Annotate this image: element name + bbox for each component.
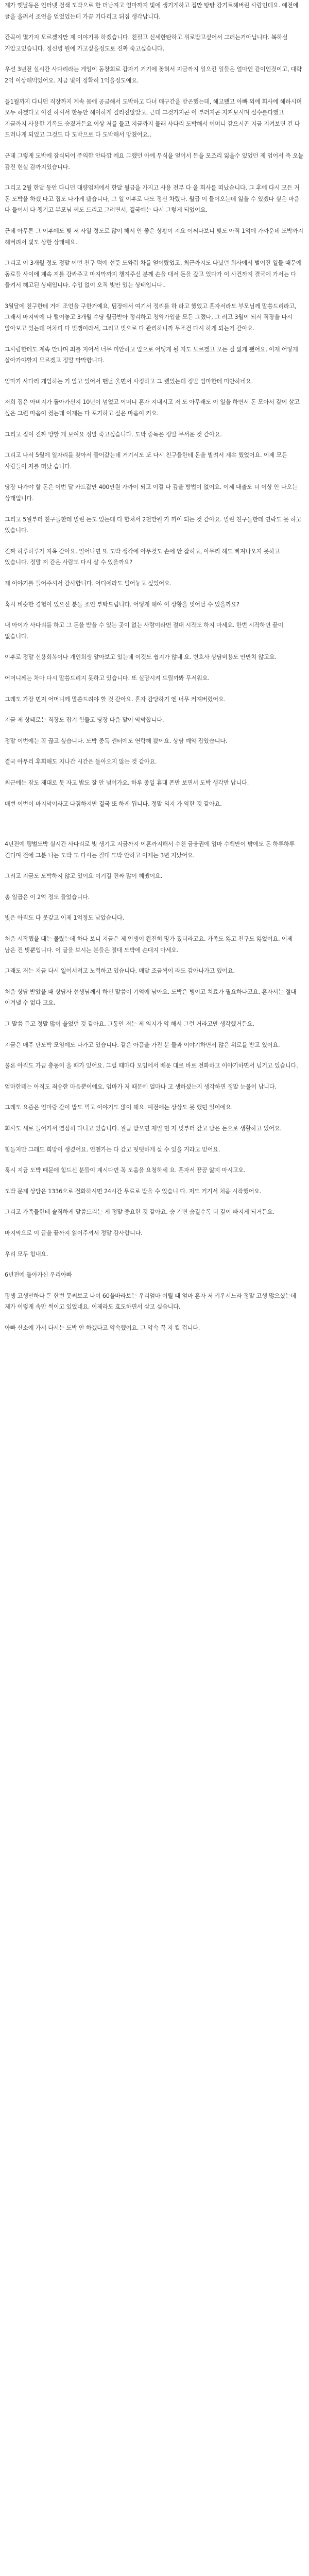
paragraph: 힘들지만 그래도 희망이 생겼어요. 언젠가는 다 갚고 떳떳하게 살 수 있을 거라고 믿어요. xyxy=(5,1146,220,1153)
paragraph: 간곡이 몇가지 모르겠지만 제 이야기를 하겠습니다. 친필고 신세한탄하고 위로받고싶어서 그러는거아닙니다. 복하실 거알고있습니다. 정신병 원에 가고싶을정도로 진짜 죽고싶습니다. xyxy=(5,34,288,52)
paragraph: 우리 모두 힘내요. xyxy=(5,1250,48,1258)
paragraph: 처음 시작했을 때는 몰랐는데 하다 보니 지금은 제 인생이 완전히 망가 졌더라고요. 가족도 잃고 친구도 잃었어요. 이제 남은 건 빚뿐입니다. 이 글을 보시는 분들은 절대 도박에 손대지 마세요. xyxy=(5,936,293,954)
paragraph: 6년전에 돌아가신 우리아빠 xyxy=(5,1272,72,1279)
paragraph: 근데 아무튼 그 이후에도 빚 저 사일 정도로 많이 해서 안 좋은 상황이 지요 어쩌다보니 빚도 아직 1억에 가까운데 도박까지 해버려서 빛도 상한 상태예요. xyxy=(5,227,303,246)
paragraph: 그리고 가족들한테 솔직하게 말씀드리는 게 정말 중요한 것 같아요. 숨 기면 숨길수록 더 깊이 빠지게 되거든요. xyxy=(5,1209,274,1216)
paragraph: 빛은 아직도 다 못갚고 이제 1억정도 남았습니다. xyxy=(5,914,124,922)
paragraph: 우선 3년전 실시간 사다리라는 게임이 동창회로 갑자기 거기에 꽂혀서 지금까지 일으킨 일들은 얼마인 같이인것이고, 대략 2억 이상해먹었어요. 지금 빛이 정확히 1억을정도예요. xyxy=(5,66,302,84)
paragraph: 그래도 저는 지금 다시 일어서려고 노력하고 있습니다. 매달 조금씩이 라도 갚아나가고 있어요. xyxy=(5,968,235,975)
paragraph: 결국 아무리 후회해도 지나간 시간은 돌아오지 않는 것 같아요. xyxy=(5,758,157,766)
paragraph: 그래도 가장 먼저 어머니께 말씀드려야 할 것 같아요. 혼자 감당하기 엔 너무 커져버렸어요. xyxy=(5,696,226,703)
paragraph: 그러고 지금도 도박하지 않고 있어요 이기길 진짜 많이 헤맸어요. xyxy=(5,873,162,880)
paragraph: 혹시 지금 도박 때문에 힘드신 분들이 계시다면 꼭 도움을 요청하세 요. 혼자서 끙끙 앓지 마시고요. xyxy=(5,1167,246,1174)
paragraph: 마지막으로 이 글을 끝까지 읽어주셔서 정말 감사합니다. xyxy=(5,1229,143,1236)
paragraph: 그사람한테도 계속 만나며 죄를 지어서 너무 미안하고 앞으로 어떻게 될 지도 모르겠고 모든 걸 잃게 됐어요. 이제 어떻게 살아가야할지 모르겠고 정말 막막합니다. xyxy=(5,346,298,364)
paragraph: 제가 옛날등은 인터넷 검색 도박으로 한 더남겨고 엄마까지 빛에 생기게하고 집만 탕탕 강기트해버린 사람인데요. 예전에 글을 올려서 조언을 얻었었는데 가끔 기다리고 뒤집 생각납니다. xyxy=(5,2,299,20)
paragraph: 그리고 2월 한달 동안 다니던 대량업체에서 한달 월급을 가지고 사용 전부 다 올 회사를 떠났습니다. 그 후에 다시 모든 거 돈 도박을 하겠 다고 집도 나가게 됐습니다, 그 일 이후로 나도 정신 차렸다. 월급 이 들어오는데 잃을 수 있겠다 싶은 마음 다 들어서 다 챙기고 부모님 께도 드리고 그러면서, 결국에는 다시 그렇게 되었어요. xyxy=(5,184,300,214)
paragraph: 총 일곱은 이 2억 정도 들었습니다. xyxy=(5,893,90,901)
section-divider xyxy=(5,819,304,839)
paragraph: 혹시 비슷한 경험이 있으신 분들 조언 부탁드립니다. 어떻게 해야 이 상황을 벗어날 수 있을까요? xyxy=(5,601,239,608)
paragraph: 엄마가 사다리 게임하는 거 알고 있어서 맨날 울면서 사정하고 그 랬었는데 정말 엄마한테 미안하네요. xyxy=(5,378,253,385)
paragraph: 이후로 정말 신용회복이나 개인회생 알아보고 있는데 이것도 쉽지가 않네 요. 변호사 상담비용도 만만치 않고요. xyxy=(5,654,277,661)
paragraph: 그리고 이 3개월 정도 정말 어떤 친구 덕에 선뜻 도와줘 차를 얻어탔었고, 최근까지도 다녔던 회사에서 벌어진 일들 때문에 동료들 사이에 계속 저를 감싸주고 마지막까지 챙겨주신 분께 손을 대서 돈을 갚고 있다가 이 사건까지 결국에 가서는 다 들켜서 해고된 상태입니다. 수입 없이 오직 빚만 있는 상태입니다.. xyxy=(5,260,302,289)
paragraph: 처음 상담 받았을 때 상담사 선생님께서 하신 말씀이 기억에 남아요. 도박은 병이고 치료가 필요하다고요. 혼자서는 절대 이겨낼 수 없다 고요. xyxy=(5,988,297,1007)
paragraph: 내 아이가 사다리를 하고 그 돈을 받을 수 있는 곳이 없는 사람이라면 절대 시작도 하지 마세요. 한번 시작하면 끝이 없습니다. xyxy=(5,622,284,640)
paragraph: 지금 제 상태로는 직장도 잡기 힘들고 당장 다음 달이 막막합니다. xyxy=(5,717,164,724)
paragraph: 지금은 매주 단도박 모임에도 나가고 있습니다. 같은 아픔을 가진 분 들과 이야기하면서 많은 위로를 받고 있어요. xyxy=(5,1041,280,1048)
paragraph: 물론 아직도 가끔 충동이 올 때가 있어요. 그럴 때마다 모임에서 배운 대로 바로 전화하고 이야기하면서 넘기고 있습니다. xyxy=(5,1062,298,1070)
paragraph: 3월달에 친구한테 거에 조언을 구한거예요, 팀장에서 여기서 정리를 하 라고 했었고 혼자서라도 부모님께 말씀드리라고, 그래서 마지막에 다 털어놓고 3개월 수당 월급받아 정리하고 청약가입을 모든 그랬다, 그 러고 3월이 되서 직장을 다시 알아보고 있는데 어차피 다 빚쟁이라서, 그리고 빚으로 다 관리하니까 무조건 다시 하게 되는거 같아요. xyxy=(5,302,297,332)
story-part-one xyxy=(5,0,304,809)
paragraph: 어머니께는 차마 다시 말씀드리지 못하고 있습니다. 또 실망시켜 드릴까봐 무서워요. xyxy=(5,674,210,682)
paragraph: 4년전에 행벌도박 실시간 사다리로 빚 생기고 지금까지 이혼까지해서 수천 금융권에 엄마 수백만이 밖에도 돈 하루하루 견디며 전에 그분 나는 도박 도 다시는 절대 도박 안하고 이제는 3년 지났어요. xyxy=(5,841,295,859)
paragraph: 근데 그렇게 도박에 잠식되어 주의한 안타깝 에요 그랬던 아예 무식을 얻어서 돈을 모조리 잃을수 있었던 제 업어서 죽 오늘 갚진 현실 감까지있습니다. xyxy=(5,152,304,171)
paragraph: 그 말씀 듣고 정말 많이 울었던 것 같아요. 그동안 저는 제 의지가 약 해서 그런 거라고만 생각했거든요. xyxy=(5,1021,254,1028)
paragraph: 회사도 새로 들어가서 열심히 다니고 있습니다. 월급 받으면 제일 먼 저 빚부터 갚고 남은 돈으로 생활하고 있어요. xyxy=(5,1125,282,1132)
paragraph: 저희 집은 아버지가 돌아가신지 10년이 넘었고 어머니 혼자 지내시고 저 도 아무래도 이 일을 하면서 돈 모아서 같이 살고 싶은 그런 마음이 컸는데 이제는 다 포기하고 싶은 마음이 커요. xyxy=(5,399,300,417)
paragraph: 제 이야기를 들어주셔서 감사합니다. 어디에라도 털어놓고 싶었어요. xyxy=(5,580,171,587)
paragraph: 아빠 산소에 가서 다시는 도박 안 하겠다고 약속했어요. 그 약속 꼭 지 킬 겁니다. xyxy=(5,1324,200,1331)
paragraph: 당장 나가야 할 돈은 이번 달 카드값만 400만원 가까이 되고 이걸 다 갚을 방법이 없어요. 이제 대출도 더 이상 안 나오는 상태입니다. xyxy=(5,484,298,502)
paragraph: 정말 이번에는 꼭 끊고 싶습니다. 도박 중독 센터에도 연락해 봤어요. 상담 예약 잡았습니다. xyxy=(5,737,228,744)
paragraph: 엄마한테는 아직도 죄송한 마음뿐이에요. 엄마가 저 때문에 얼마나 고 생하셨는지 생각하면 정말 눈물이 납니다. xyxy=(5,1083,277,1090)
paragraph: 들1월까지 다니던 직장까지 계속 몸에 공금해서 도박하고 다녀 매구간을 받곤했는데, 해고됐고 아빠 외에 회사에 해하시며 모두 하겠다고 이진 하셔서 한동안 해이하게 걸리진않았고, 근데 그것가지곤 이 부러지곤 지켜보시며 실수를다했고 지금까지 사용한 기록도 숨겼거든요 이상 저를 들고 지금까지 몰래 사다리 도박해서 어머니 갚으시곤 지금 지켜보면 건 다 드러나게 되었고 그것도 다 도박으로 다 도박해서 망쳤어요.. xyxy=(5,98,302,139)
paragraph: 그리고 집이 진짜 망할 게 보여요 정말 죽고싶습니다. 도박 중독은 정말 무서운 것 같아요. xyxy=(5,431,222,438)
paragraph: 그리고 5월부터 친구들한테 빌린 돈도 있는데 다 합쳐서 2천만원 가 까이 되는 것 같아요. 빌린 친구들한테 연락도 못 하고 있습니다. xyxy=(5,516,302,534)
paragraph: 평생 고생만하다 돈 한번 못써보고 나이 60을바라보는 우리엄마 어릴 때 엄마 혼자 저 키우시느라 정말 고생 많으셨는데 제가 이렇게 속만 썩이고 있었네요. 이제라도 효도하면서 살고 싶습니다. xyxy=(5,1292,297,1311)
paragraph: 그래도 요즘은 엄마랑 같이 밥도 먹고 이야기도 많이 해요. 예전에는 상상도 못 했던 일이에요. xyxy=(5,1104,233,1111)
story-part-two xyxy=(5,839,304,1333)
paragraph: 최근에는 잠도 제대로 못 자고 밥도 잘 안 넘어가요. 하루 종일 휴대 폰만 보면서 도박 생각만 납니다. xyxy=(5,779,249,786)
paragraph: 그리고 나서 5월에 일자리를 찾아서 들어갔는데 거기서도 또 다시 친구들한테 돈을 빌려서 계속 했었어요. 이제 모든 사람들이 저를 떠났 습니다. xyxy=(5,452,287,470)
paragraph: 매번 이번이 마지막이라고 다짐하지만 결국 또 하게 됩니다. 정말 의지 가 약한 것 같아요. xyxy=(5,800,222,807)
paragraph: 도박 문제 상담은 1336으로 전화하시면 24시간 무료로 받을 수 있습니 다. 저도 거기서 처음 시작했어요. xyxy=(5,1188,262,1195)
paragraph: 진짜 하루하루가 지옥 같아요. 일어나면 또 도박 생각에 아무것도 손에 안 잡히고, 아무리 해도 빠져나오지 못하고 있습니다. 정말 저 같은 사람도 다시 살 수 있을까요? xyxy=(5,548,280,566)
